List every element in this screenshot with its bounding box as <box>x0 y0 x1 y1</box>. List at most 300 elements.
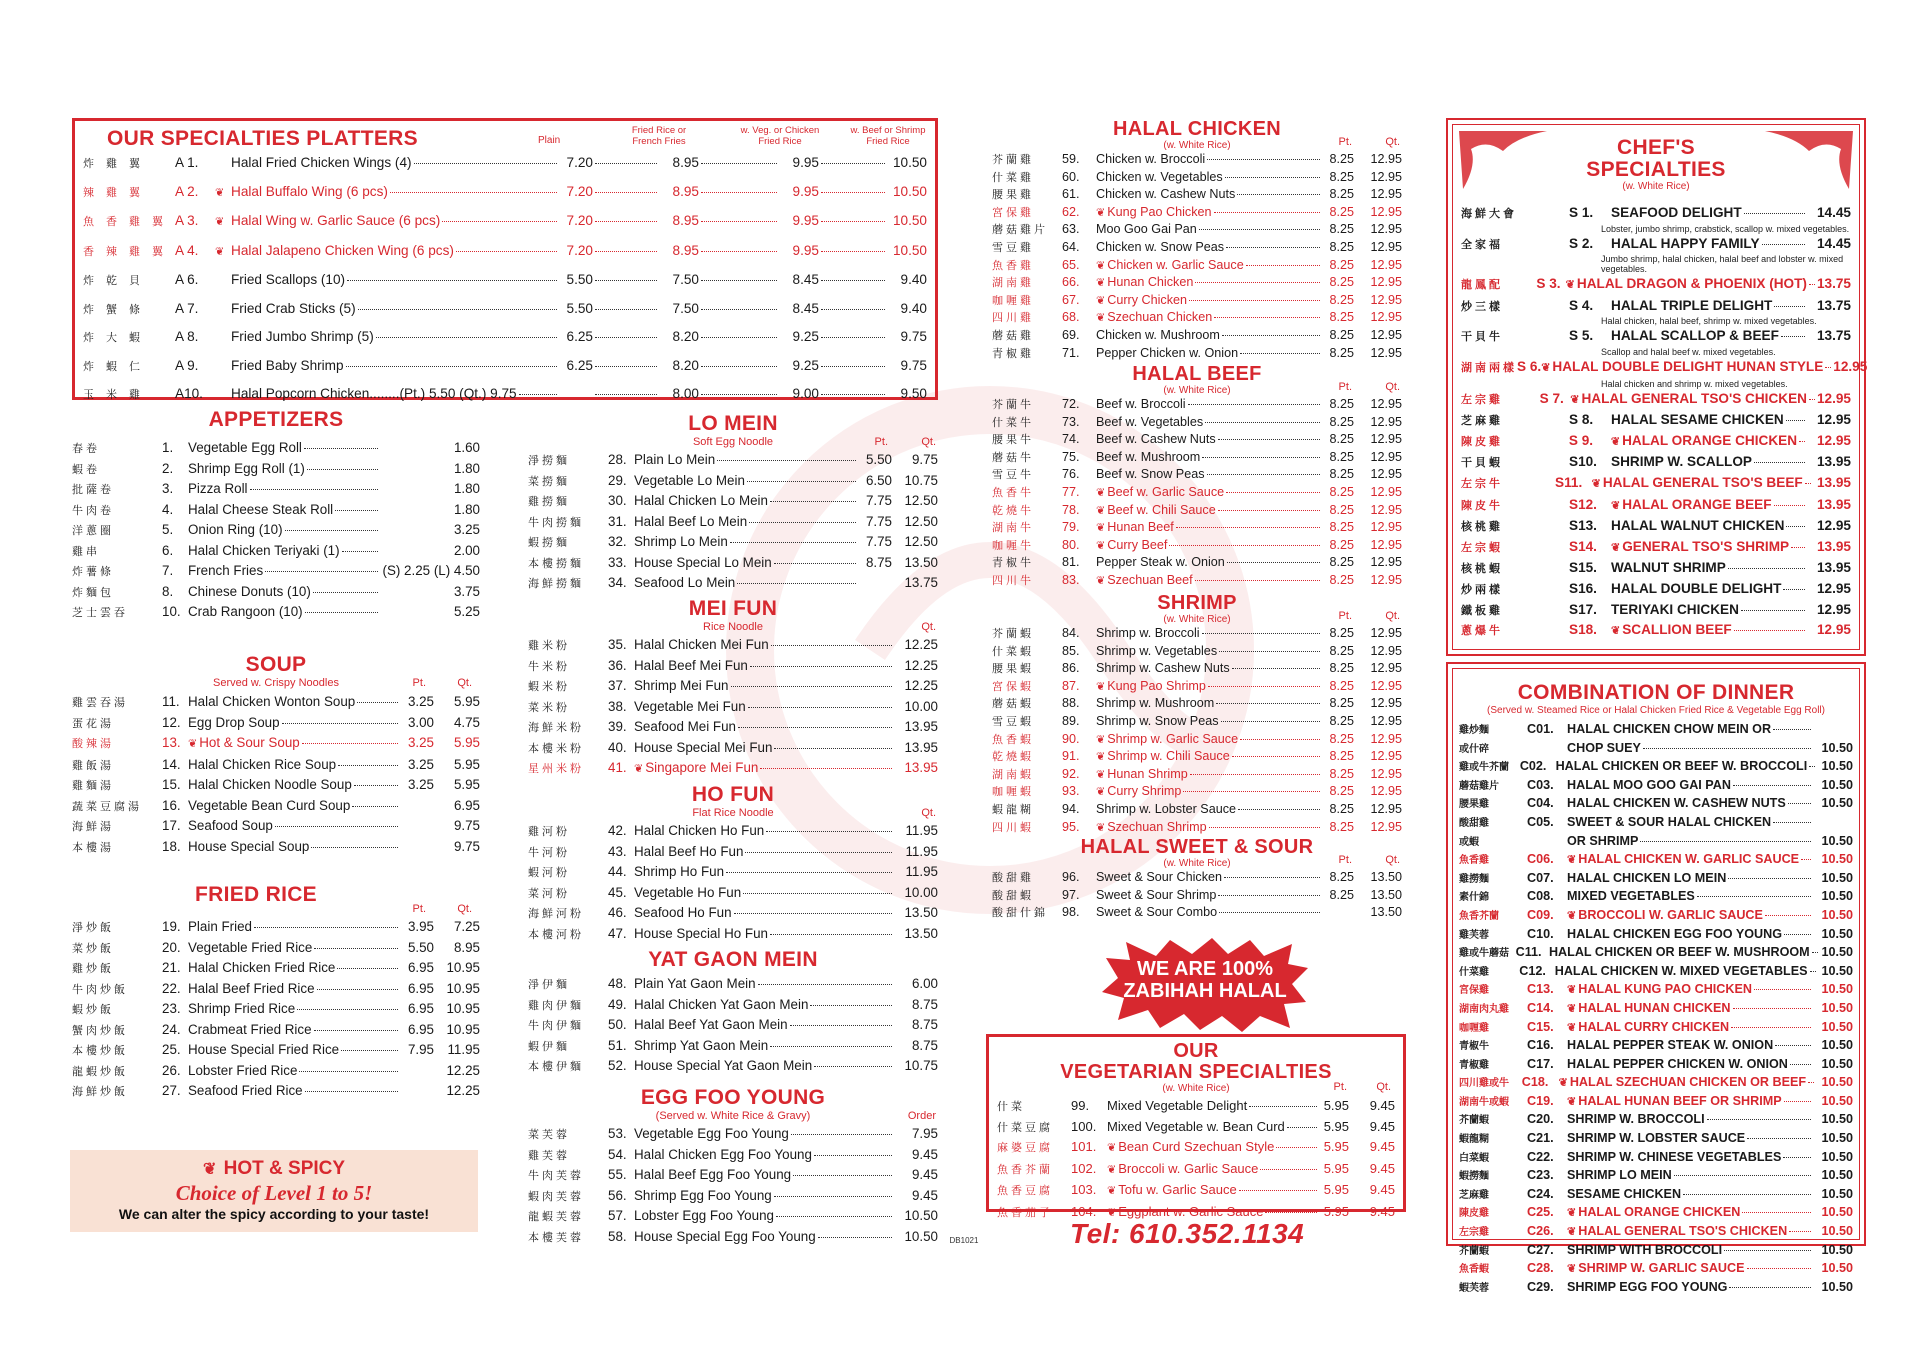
item-code: 48. <box>608 976 627 991</box>
dot-leader <box>1249 1106 1317 1107</box>
dot-leader <box>749 522 856 523</box>
item-name: HALAL SESAME CHICKEN <box>1611 412 1784 428</box>
item-name: HALAL CHICKEN W. CASHEW NUTS <box>1567 796 1786 811</box>
egg-foo-young-list <box>528 1124 938 1247</box>
item-name: Chicken w. Broccoli <box>1096 152 1206 166</box>
chinese-name: 菜炒飯 <box>72 941 114 955</box>
item-price: 10.50 <box>1821 1075 1853 1090</box>
chinese-name: 本樓河粉 <box>528 927 584 941</box>
item-price: 8.25 <box>1329 345 1354 360</box>
chinese-name: 魚香蝦 <box>992 732 1034 746</box>
item-price: 12.95 <box>1370 784 1402 799</box>
vegetarian-list <box>997 1096 1395 1224</box>
item-price: 10.00 <box>904 698 938 714</box>
item-price: 11.95 <box>905 823 938 838</box>
item-name: MIXED VEGETABLES <box>1567 889 1695 904</box>
item-code: 24. <box>162 1021 181 1037</box>
combo-item <box>1459 963 1853 982</box>
item-code: 5. <box>162 522 174 537</box>
halal-chicken-subtitle: (w. White Rice) <box>1163 140 1231 151</box>
chinese-name: 蝦芙蓉 <box>1459 1282 1489 1294</box>
item-price: 5.95 <box>453 777 480 792</box>
item-price: 5.95 <box>1323 1160 1349 1176</box>
dot-leader <box>793 1175 892 1176</box>
pepper-icon: ❦ <box>215 186 225 199</box>
item-name: Halal Beef Yat Gaon Mein <box>634 1017 788 1032</box>
item-price: 5.50 <box>566 272 593 287</box>
hot-spicy-note: We can alter the spicy according to your taste! <box>118 1206 430 1222</box>
item-code: A 7. <box>175 300 199 316</box>
chinese-name: 海鮮河粉 <box>528 907 584 920</box>
soup-list <box>72 692 480 857</box>
dot-leader <box>770 501 856 502</box>
halal-beef-item <box>992 414 1402 432</box>
item-price: 12.95 <box>1370 257 1402 272</box>
egg-foo-young-item <box>528 1165 938 1186</box>
item-code: C23. <box>1527 1168 1554 1183</box>
item-code: 102. <box>1071 1160 1097 1176</box>
chinese-name: 芝麻雞 <box>1459 1189 1489 1201</box>
dot-leader <box>750 666 892 667</box>
dot-leader <box>1207 159 1320 160</box>
dot-leader <box>1784 934 1811 935</box>
sweet-sour-qt-header: Qt. <box>1385 854 1400 866</box>
halal-beef-list <box>992 396 1402 590</box>
sweet-sour-title: HALAL SWEET & SOUR <box>1080 836 1314 858</box>
ho-fun-qt-header: Qt. <box>921 807 936 819</box>
item-name: TERIYAKI CHICKEN <box>1611 601 1739 617</box>
item-price: 6.25 <box>566 329 593 344</box>
combo-item <box>1459 944 1853 963</box>
dot-leader <box>701 337 777 338</box>
item-description: Jumbo shrimp, halal chicken, halal beef and lobster w. mixed vegetables. <box>1601 254 1844 275</box>
fried-rice-item <box>72 999 480 1020</box>
lo-mein-item <box>528 512 938 533</box>
item-price: 8.75 <box>911 996 938 1012</box>
vegetarian-qt-header: Qt. <box>1376 1081 1391 1093</box>
dot-leader <box>748 707 892 708</box>
soup-item <box>72 713 480 734</box>
dot-leader <box>1214 317 1320 318</box>
item-price: 9.45 <box>1369 1203 1395 1219</box>
item-price: 13.50 <box>904 554 938 570</box>
item-name: Egg Drop Soup <box>188 714 280 730</box>
chinese-name: 雞炒飯 <box>72 962 114 975</box>
chinese-name: 蝦撈麵 <box>1459 1171 1489 1183</box>
soup-item <box>72 692 480 713</box>
item-code: C06. <box>1527 852 1554 867</box>
dot-leader <box>1208 686 1320 687</box>
ho-fun-item <box>528 924 938 945</box>
item-code: 16. <box>162 797 181 813</box>
fried-rice-item <box>72 1061 480 1082</box>
chinese-name: 香辣雞翼 <box>83 244 175 258</box>
item-price: 9.45 <box>1369 1098 1395 1113</box>
item-name: Pepper Chicken w. Onion <box>1096 345 1239 360</box>
item-price: 9.95 <box>792 213 819 228</box>
shrimp-subtitle: (w. White Rice) <box>1163 614 1231 625</box>
chinese-name: 本樓炒飯 <box>72 1044 128 1057</box>
item-code: 46. <box>608 905 627 920</box>
item-price: 8.45 <box>792 300 819 316</box>
chef-item <box>1461 326 1851 347</box>
chinese-name: 辣雞翼 <box>83 185 152 199</box>
chinese-name: 咖喱雞 <box>992 293 1034 307</box>
item-name: House Special Egg Foo Young <box>634 1228 816 1244</box>
chinese-name: 核桃雞 <box>1461 520 1503 534</box>
item-name: Plain Fried <box>188 919 253 934</box>
dot-leader <box>1199 229 1320 230</box>
item-price: 5.95 <box>453 735 480 750</box>
halal-chicken-item <box>992 345 1402 363</box>
item-price: 8.25 <box>1329 572 1354 587</box>
platter-item <box>83 352 927 381</box>
chinese-name: 雞撈麵 <box>1459 873 1489 885</box>
item-price: 12.95 <box>1370 678 1402 693</box>
item-code: A10. <box>175 386 203 401</box>
item-code: 104. <box>1071 1203 1097 1219</box>
chinese-name: 龍鳳配 <box>1461 278 1503 292</box>
item-code: C24. <box>1527 1186 1554 1201</box>
item-price: 13.75 <box>1816 328 1851 344</box>
item-code: 31. <box>608 513 627 529</box>
pepper-icon: ❦ <box>1567 1263 1577 1276</box>
item-code: C29. <box>1527 1279 1554 1294</box>
chinese-name: 咖喱牛 <box>992 538 1034 552</box>
item-code: 14. <box>162 756 181 772</box>
appetizer-item <box>72 479 480 500</box>
dot-leader <box>1219 651 1320 652</box>
egg-foo-young-item <box>528 1145 938 1166</box>
chinese-name: 牛米粉 <box>528 659 570 673</box>
dot-leader <box>770 1046 892 1047</box>
halal-beef-pt-header: Pt. <box>1338 381 1352 393</box>
chinese-name: 蔬菜豆腐湯 <box>72 799 142 813</box>
dot-leader <box>774 1196 892 1197</box>
item-price: 12.95 <box>1816 518 1851 534</box>
chinese-name: 炸大蝦 <box>83 331 152 344</box>
item-price: 6.00 <box>911 976 938 991</box>
chinese-name: 鐵板雞 <box>1461 603 1503 617</box>
chinese-name: 雞飯湯 <box>72 758 114 772</box>
item-code: 94. <box>1062 801 1080 816</box>
shrimp-item <box>992 643 1402 661</box>
pepper-icon: ❦ <box>634 763 644 775</box>
item-price: 10.50 <box>1821 777 1853 792</box>
dot-leader <box>595 280 657 281</box>
pepper-icon: ❦ <box>1541 361 1551 374</box>
item-price: 7.50 <box>672 300 699 316</box>
item-price: 10.50 <box>1821 1093 1853 1108</box>
combo-item <box>1459 1149 1853 1168</box>
item-name: SHRIMP W. LOBSTER SAUCE <box>1567 1131 1746 1146</box>
chinese-name: 或什碎 <box>1459 743 1489 755</box>
item-price: 8.75 <box>911 1017 938 1032</box>
item-name: Beef w. Snow Peas <box>1096 467 1205 482</box>
item-name: Halal Beef Egg Foo Young <box>634 1167 792 1182</box>
chef-title-2: SPECIALTIES <box>1586 158 1726 181</box>
item-code: 38. <box>608 698 627 714</box>
chinese-name: 海鮮炒飯 <box>72 1085 128 1098</box>
pepper-icon: ❦ <box>1611 499 1621 512</box>
dot-leader <box>821 221 885 222</box>
item-price: 7.75 <box>865 493 892 508</box>
item-code: 26. <box>162 1062 181 1078</box>
dot-leader <box>1221 721 1321 722</box>
chinese-name: 左宗牛 <box>1461 476 1503 490</box>
item-price: 10.50 <box>1821 852 1853 867</box>
dot-leader <box>1260 1169 1317 1170</box>
pepper-icon: ❦ <box>1567 1095 1577 1108</box>
item-name: HALAL GENERAL TSO'S BEEF <box>1602 474 1803 490</box>
dot-leader <box>1218 439 1320 440</box>
chinese-name: 蛋花湯 <box>72 716 114 730</box>
dot-leader <box>1733 785 1811 786</box>
dot-leader <box>311 847 398 848</box>
item-price: 3.25 <box>407 777 434 792</box>
dot-leader <box>731 686 892 687</box>
chinese-name: 批薩卷 <box>72 483 114 496</box>
dot-leader <box>1238 809 1320 810</box>
combo-item <box>1459 814 1853 833</box>
item-name: Halal Chicken Noodle Soup <box>188 777 352 792</box>
item-name: Szechuan Chicken <box>1107 310 1213 325</box>
item-name: Fried Scallops (10) <box>231 272 346 287</box>
item-code: C21. <box>1527 1131 1554 1146</box>
dot-leader <box>1729 1287 1811 1288</box>
item-name: Shrimp Lo Mein <box>634 534 728 549</box>
shrimp-list <box>992 625 1402 836</box>
dot-leader <box>1246 265 1320 266</box>
item-code: C08. <box>1527 889 1554 904</box>
item-code: 2. <box>162 460 174 476</box>
item-price: 10.50 <box>1821 1131 1853 1146</box>
item-name: Shrimp Yat Gaon Mein <box>634 1037 769 1053</box>
dot-leader <box>1207 474 1320 475</box>
item-name: HALAL DOUBLE DELIGHT HUNAN STYLE <box>1552 358 1824 374</box>
dot-leader <box>1276 1147 1317 1148</box>
chinese-name: 四川蝦 <box>992 820 1034 834</box>
item-name: CHOP SUEY <box>1567 740 1641 755</box>
item-price: 8.25 <box>1329 661 1354 676</box>
vegetarian-item <box>997 1137 1395 1159</box>
item-price: 3.25 <box>407 756 434 772</box>
item-code: 65. <box>1062 257 1080 272</box>
dot-leader <box>790 1025 892 1026</box>
chinese-name: 雞米粉 <box>528 639 570 652</box>
combo-item <box>1459 1204 1853 1223</box>
item-code: 12. <box>162 714 181 730</box>
dot-leader <box>821 192 885 193</box>
mei-fun-item <box>528 717 938 738</box>
item-name: Onion Ring (10) <box>188 522 283 537</box>
chef-item <box>1461 537 1851 559</box>
combo-item <box>1459 851 1853 870</box>
item-name: House Special Mei Fun <box>634 739 773 755</box>
item-name: Beef w. Vegetables <box>1096 414 1204 429</box>
item-code: 55. <box>608 1167 627 1182</box>
item-code: 73. <box>1062 414 1080 429</box>
chinese-name: 咖喱雞 <box>1459 1022 1489 1034</box>
chef-item <box>1461 558 1851 579</box>
combo-item <box>1459 1037 1853 1056</box>
dot-leader <box>730 542 856 543</box>
chinese-name: 芥蘭蝦 <box>1459 1115 1489 1127</box>
lo-mein-pt-header: Pt. <box>874 436 888 448</box>
item-name: Beef w. Broccoli <box>1096 397 1186 411</box>
ho-fun-list <box>528 821 938 944</box>
chefs-specialties-box <box>1446 118 1866 656</box>
item-code: C04. <box>1527 796 1554 811</box>
vegetarian-box <box>986 1034 1406 1219</box>
item-price: 5.25 <box>453 604 480 619</box>
item-code: S 6. <box>1517 358 1542 374</box>
chinese-name: 蝦卷 <box>72 462 100 476</box>
item-price: 12.25 <box>904 637 938 652</box>
dot-leader <box>1747 1268 1811 1269</box>
item-price: 8.95 <box>672 155 699 170</box>
item-price: 1.60 <box>453 440 480 455</box>
combo-list <box>1459 721 1853 1297</box>
item-code: 47. <box>608 925 627 941</box>
item-price: 10.50 <box>1821 1149 1853 1164</box>
chinese-name: 什菜雞 <box>1459 966 1489 978</box>
halal-chicken-qt-header: Qt. <box>1385 136 1400 148</box>
mei-fun-item <box>528 697 938 718</box>
item-code: A 3. <box>175 213 199 228</box>
soup-qt-header: Qt. <box>457 677 472 689</box>
item-name: Hunan Shrimp <box>1107 766 1188 781</box>
mei-fun-qt-header: Qt. <box>921 621 936 633</box>
pepper-icon: ❦ <box>1096 259 1106 272</box>
chinese-name: 湖南蝦 <box>992 767 1034 781</box>
shrimp-item <box>992 766 1402 784</box>
pepper-icon: ❦ <box>1611 625 1621 638</box>
item-name: Halal Beef Mei Fun <box>634 657 748 673</box>
item-price: 3.25 <box>453 522 480 537</box>
soup-item <box>72 775 480 796</box>
item-price: 6.95 <box>407 980 434 996</box>
item-price: 12.95 <box>1370 749 1402 764</box>
soup-subtitle: Served w. Crispy Noodles <box>213 677 339 689</box>
chinese-name: 蟹肉炒飯 <box>72 1023 128 1037</box>
dot-leader <box>701 394 777 395</box>
item-code: 44. <box>608 864 627 879</box>
combo-item <box>1459 1093 1853 1112</box>
item-code: 18. <box>162 838 181 854</box>
dot-leader <box>595 163 657 164</box>
item-name: SHRIMP EGG FOO YOUNG <box>1567 1279 1728 1294</box>
pepper-icon: ❦ <box>1107 1163 1117 1176</box>
item-code: S18. <box>1569 622 1597 638</box>
item-price: 5.95 <box>453 694 480 709</box>
item-description: Scallop and halal beef w. mixed vegetables. <box>1601 346 1776 357</box>
combo-item <box>1459 1242 1853 1261</box>
dot-leader <box>1789 1231 1811 1232</box>
item-name: House Special Yat Gaon Mein <box>634 1058 813 1073</box>
dot-leader <box>774 563 856 564</box>
dot-leader <box>747 481 856 482</box>
item-code: 50. <box>608 1017 627 1032</box>
vegetarian-item <box>997 1180 1395 1202</box>
sweet-sour-section <box>992 836 1402 922</box>
item-name: SHRIMP LO MEIN <box>1567 1168 1672 1183</box>
pepper-icon: ❦ <box>1096 751 1106 764</box>
item-price: 6.95 <box>407 960 434 975</box>
item-price: 2.00 <box>453 542 480 558</box>
item-code: 52. <box>608 1058 627 1073</box>
item-price: 10.50 <box>1821 1186 1853 1201</box>
item-name: Beef w. Mushroom <box>1096 449 1201 464</box>
combo-item <box>1459 1223 1853 1242</box>
item-price: 10.50 <box>1821 1224 1853 1239</box>
dot-leader <box>1674 1175 1811 1176</box>
chinese-name: 宮保蝦 <box>992 679 1034 693</box>
item-code: C19. <box>1527 1093 1554 1108</box>
chinese-name: 芝麻雞 <box>1461 414 1503 428</box>
pepper-icon: ❦ <box>1096 294 1106 307</box>
item-price: 8.25 <box>1329 414 1354 429</box>
item-price: 8.25 <box>1329 678 1354 693</box>
soup-pt-header: Pt. <box>412 677 426 689</box>
pepper-icon: ❦ <box>1096 768 1106 781</box>
combo-title: COMBINATION OF DINNER <box>1517 681 1795 704</box>
platters-col-beef: w. Beef or Shrimp Fried Rice <box>850 125 926 147</box>
item-name: HALAL CHICKEN OR BEEF W. MUSHROOM <box>1548 945 1810 960</box>
item-price: 13.50 <box>904 905 938 920</box>
chinese-name: 炸薯條 <box>72 565 114 578</box>
egg-foo-young-section <box>528 1086 938 1247</box>
item-price: 9.75 <box>453 818 480 833</box>
item-code: 4. <box>162 501 174 517</box>
item-price: 10.50 <box>1821 1056 1853 1071</box>
appetizer-item <box>72 582 480 603</box>
egg-foo-young-item <box>528 1186 938 1207</box>
item-name: HALAL CHICKEN EGG FOO YOUNG <box>1567 926 1783 941</box>
appetizers-title: APPETIZERS <box>208 408 344 431</box>
item-code: 21. <box>162 960 181 975</box>
item-name: SWEET & SOUR HALAL CHICKEN <box>1567 814 1772 829</box>
ho-fun-item <box>528 903 938 924</box>
item-price: 10.50 <box>892 242 927 258</box>
chinese-name: 洋蔥圈 <box>72 524 114 537</box>
item-price: 12.95 <box>1370 572 1402 587</box>
item-name: HALAL CHICKEN W. GARLIC SAUCE <box>1578 852 1800 867</box>
pepper-icon: ❦ <box>1565 279 1575 292</box>
item-price: 8.95 <box>672 213 699 228</box>
dot-leader <box>1728 568 1805 569</box>
item-code: S 9. <box>1568 432 1594 448</box>
item-price: 12.95 <box>1370 731 1402 746</box>
soup-item <box>72 733 480 755</box>
dot-leader <box>1747 1138 1811 1139</box>
item-price: 7.95 <box>407 1042 434 1057</box>
item-price: 10.50 <box>1821 1000 1853 1015</box>
item-code: 63. <box>1062 222 1080 237</box>
item-code: 90. <box>1062 731 1080 746</box>
sweet-sour-list <box>992 869 1402 922</box>
dot-leader <box>282 723 398 724</box>
item-price: 12.95 <box>1370 222 1402 237</box>
dot-leader <box>519 394 557 395</box>
item-code: 98. <box>1062 905 1080 920</box>
dot-leader <box>307 469 378 470</box>
item-price: 10.50 <box>1821 1261 1853 1276</box>
item-name: Shrimp Ho Fun <box>634 864 725 879</box>
item-name: Tofu w. Garlic Sauce <box>1118 1182 1237 1198</box>
item-price: 9.40 <box>900 300 927 316</box>
item-price: 9.45 <box>911 1187 938 1203</box>
